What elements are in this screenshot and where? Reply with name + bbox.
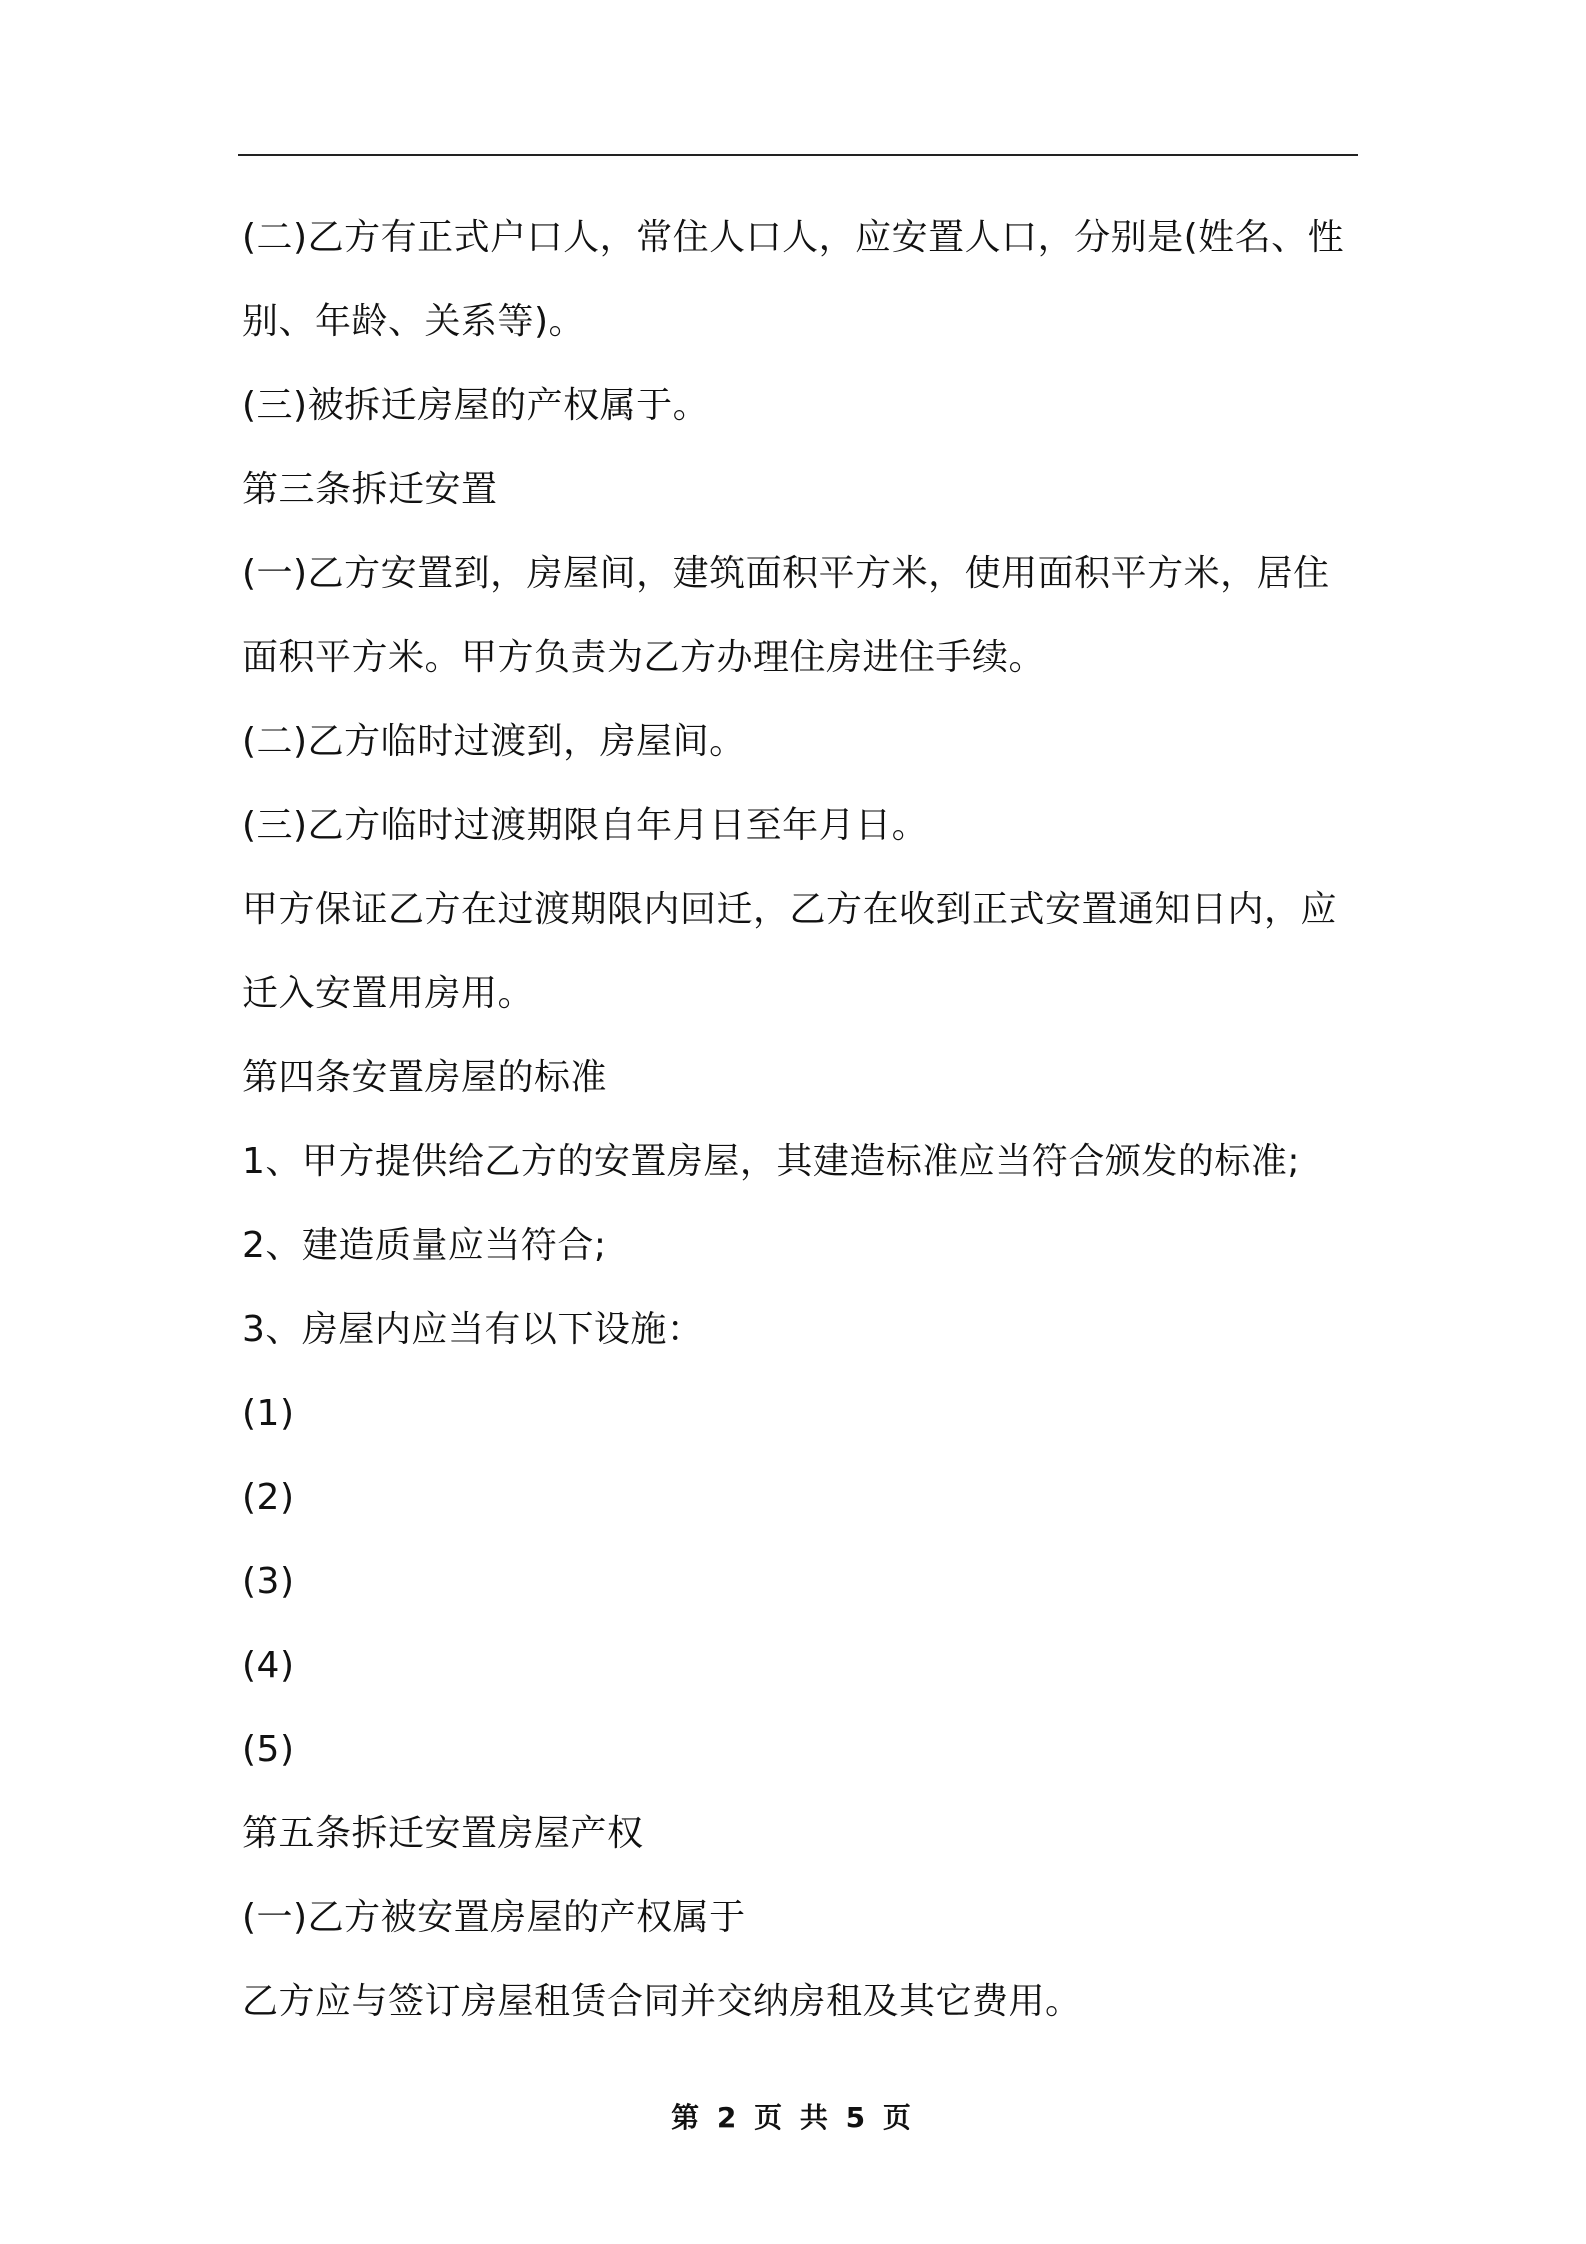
body-line: (一)乙方安置到，房屋间，建筑面积平方米，使用面积平方米，居住: [242, 553, 1330, 594]
section-heading-5: 第五条拆迁安置房屋产权: [242, 1813, 644, 1854]
body-line: 面积平方米。甲方负责为乙方办理住房进住手续。: [242, 637, 1046, 678]
body-line: (一)乙方被安置房屋的产权属于: [242, 1897, 746, 1938]
body-line: (三)被拆迁房屋的产权属于。: [242, 385, 710, 426]
body-line: (二)乙方临时过渡到，房屋间。: [242, 721, 746, 762]
section-heading-4: 第四条安置房屋的标准: [242, 1057, 608, 1098]
document-body: [242, 196, 1360, 2044]
list-item: (5): [242, 1729, 295, 1770]
list-item: (2): [242, 1477, 295, 1518]
section-heading-3: 第三条拆迁安置: [242, 469, 498, 510]
body-line: 2、建造质量应当符合;: [242, 1225, 607, 1266]
body-line: 甲方保证乙方在过渡期限内回迁，乙方在收到正式安置通知日内，应: [242, 889, 1338, 930]
body-line: 3、房屋内应当有以下设施：: [242, 1309, 704, 1350]
list-item: (1): [242, 1393, 295, 1434]
list-item: (3): [242, 1561, 295, 1602]
header-divider: [238, 154, 1358, 156]
body-line: 1、甲方提供给乙方的安置房屋，其建造标准应当符合颁发的标准;: [242, 1141, 1301, 1182]
page-number-footer: 第 2 页 共 5 页: [671, 2101, 915, 2134]
body-line: (三)乙方临时过渡期限自年月日至年月日。: [242, 805, 929, 846]
body-line: 迁入安置用房用。: [242, 973, 535, 1014]
body-line: 乙方应与签订房屋租赁合同并交纳房租及其它费用。: [242, 1981, 1082, 2022]
list-item: (4): [242, 1645, 295, 1686]
body-line: (二)乙方有正式户口人，常住人口人，应安置人口，分别是(姓名、性: [242, 217, 1345, 258]
body-line: 别、年龄、关系等)。: [242, 301, 586, 342]
